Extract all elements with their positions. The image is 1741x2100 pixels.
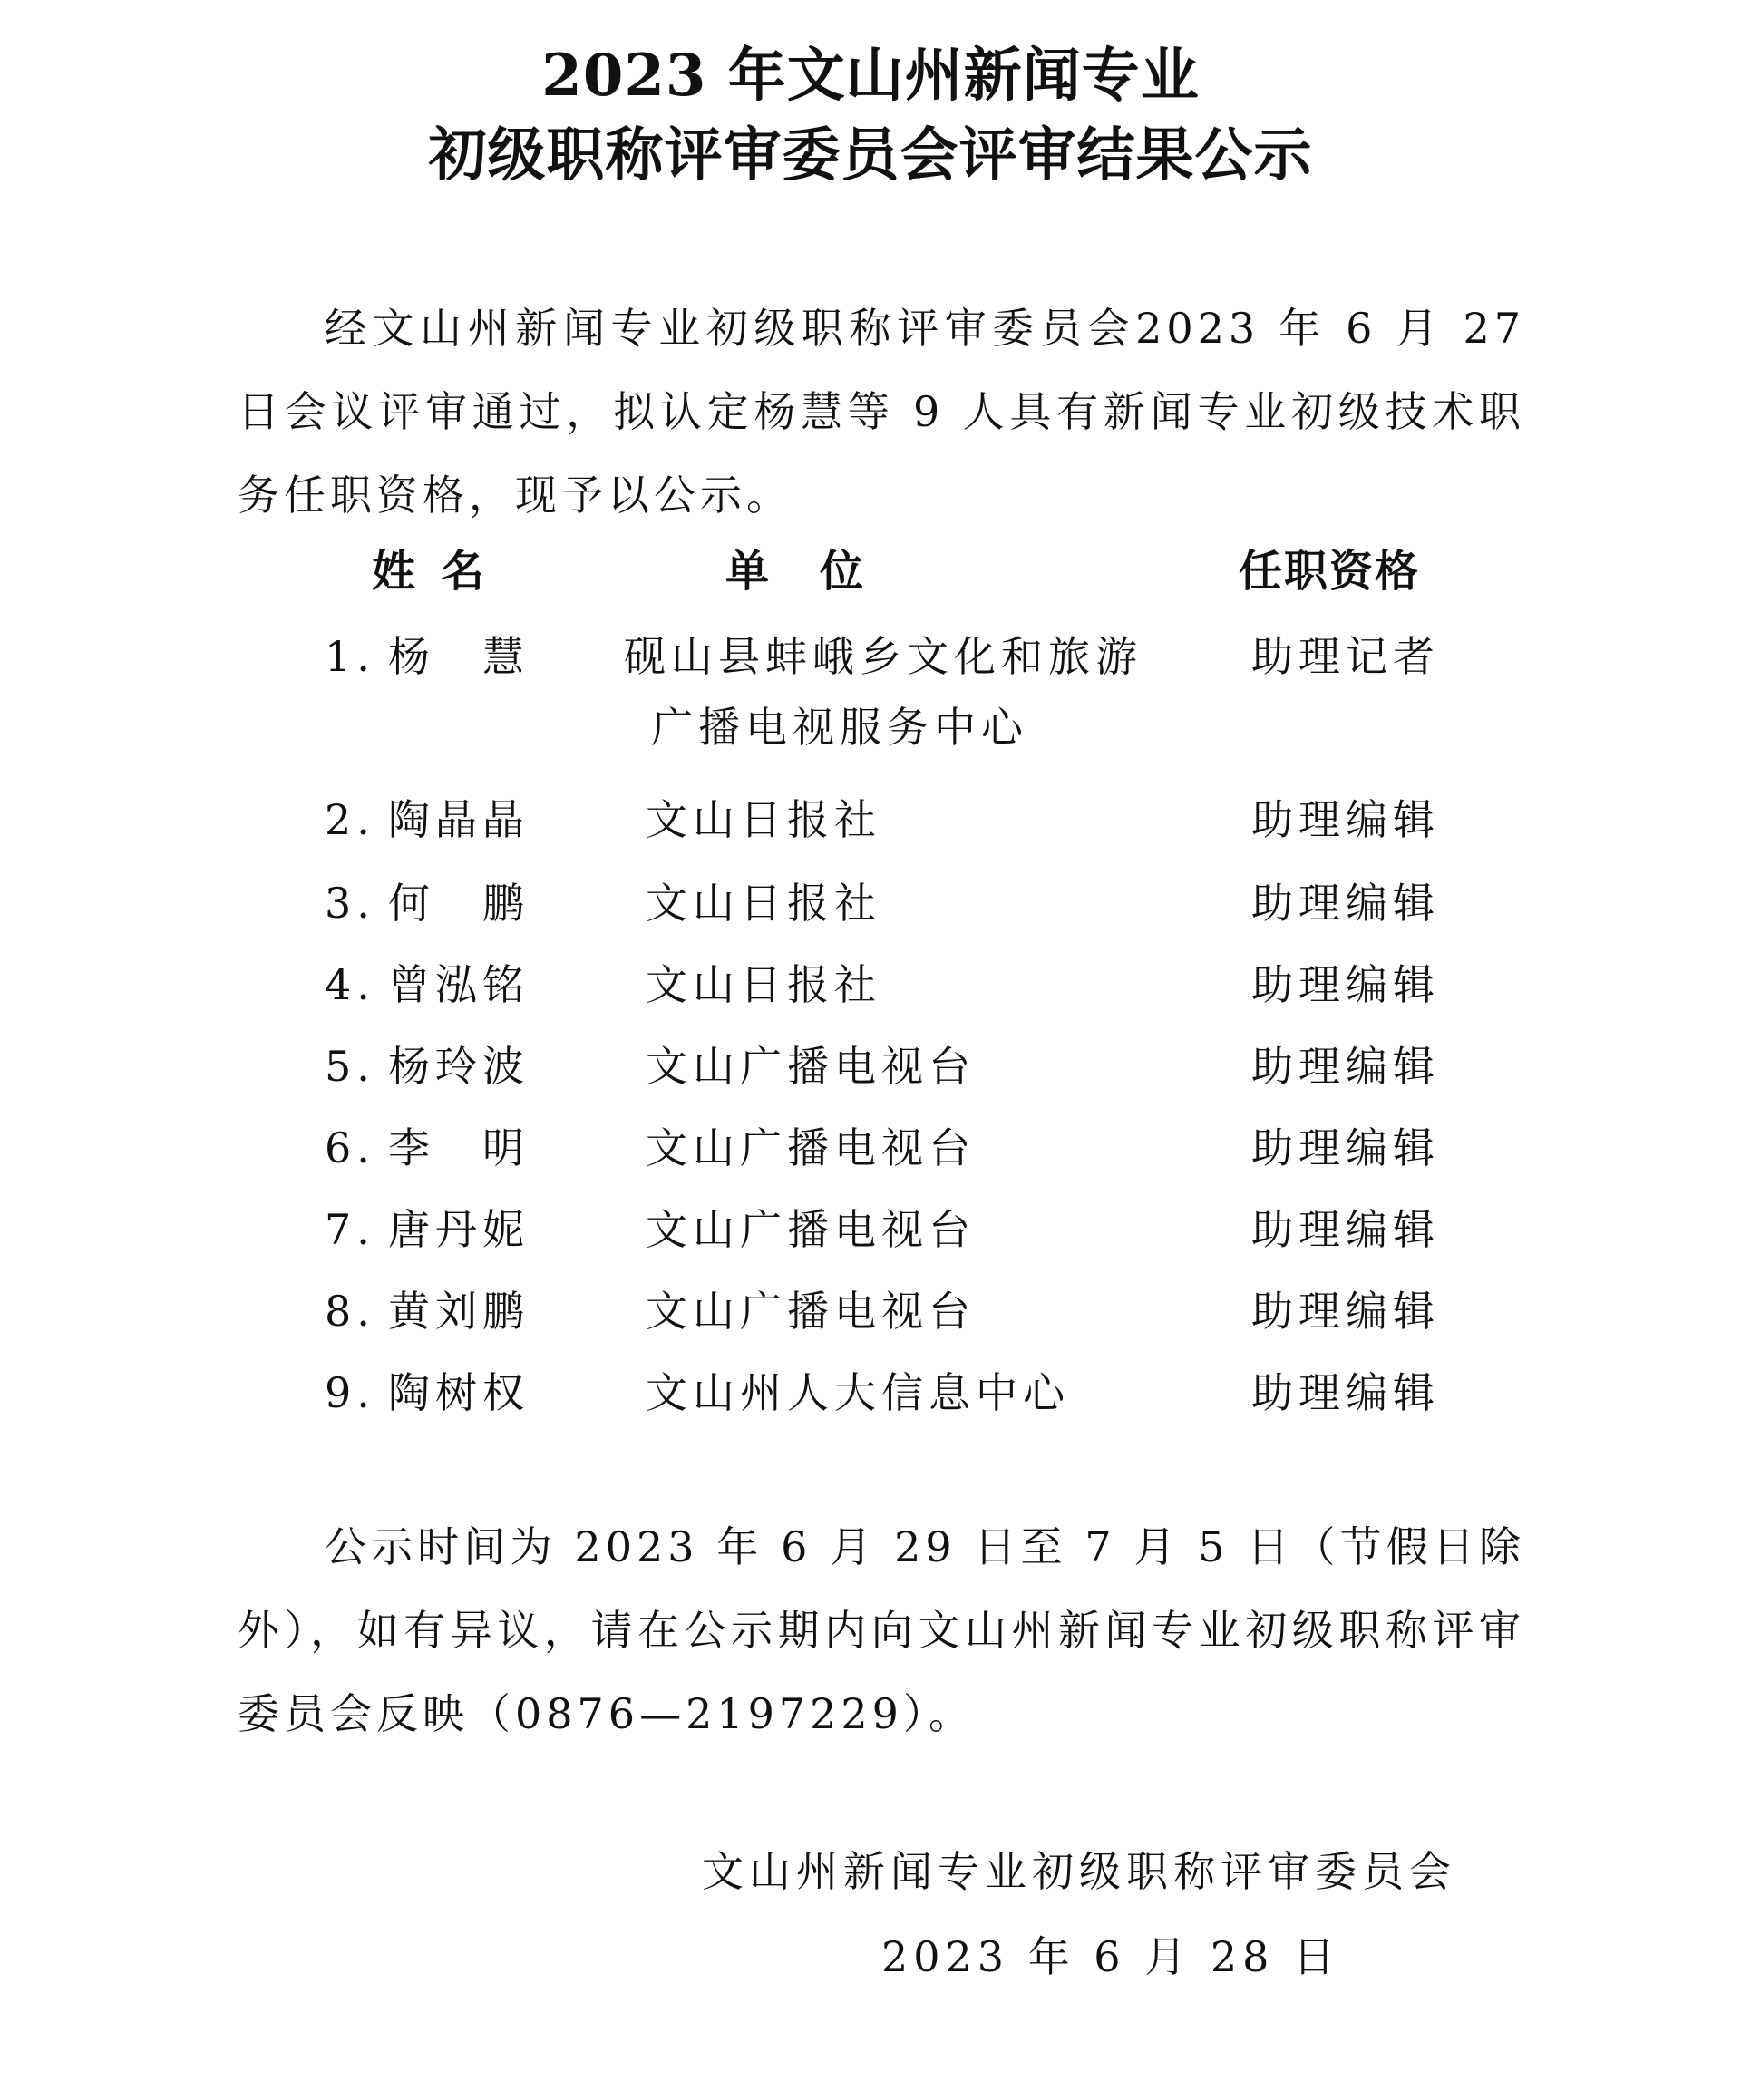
table-row (0, 874, 1741, 932)
row-qualification: 助理编辑 (1251, 960, 1440, 1009)
row-number: 4. (325, 960, 375, 1009)
table-row (0, 1364, 1741, 1422)
row-unit: 文山州人大信息中心 (646, 1368, 1070, 1417)
row-number: 8. (325, 1287, 375, 1336)
row-name: 陶树权 (388, 1368, 530, 1417)
row-qualification: 助理编辑 (1251, 1042, 1440, 1091)
table-row (0, 791, 1741, 849)
row-unit: 文山广播电视台 (646, 1287, 976, 1336)
row-qualification: 助理记者 (1251, 632, 1440, 681)
row-qualification: 助理编辑 (1251, 1123, 1440, 1172)
row-name: 何 鹏 (388, 879, 530, 928)
header-qualification: 任职资格 (1239, 546, 1421, 597)
row-number: 7. (325, 1205, 375, 1254)
table-row (0, 1119, 1741, 1177)
row-number: 3. (325, 879, 375, 928)
row-name: 曾泓铭 (388, 960, 530, 1009)
row-number: 5. (325, 1042, 375, 1091)
row-qualification: 助理编辑 (1251, 879, 1440, 928)
row-name: 陶晶晶 (388, 795, 530, 844)
row-unit: 文山日报社 (646, 879, 881, 928)
document-title-line-2: 初级职称评审委员会评审结果公示 (428, 122, 1313, 190)
row-unit: 砚山县蚌峨乡文化和旅游 (624, 632, 1143, 681)
row-qualification: 助理编辑 (1251, 1368, 1440, 1417)
row-name: 唐丹妮 (388, 1205, 530, 1254)
row-unit-continuation: 广播电视服务中心 (651, 703, 1028, 752)
row-name: 杨 慧 (388, 632, 530, 681)
header-unit: 单位 (725, 546, 915, 597)
intro-paragraph: 经文山州新闻专业初级职称评审委员会2023 年 6 月 27 日会议评审通过，拟认定杨慧等 9 人具有新闻专业初级技术职务任职资格，现予以公示。 (238, 304, 1525, 520)
row-name: 李 明 (388, 1123, 530, 1172)
document-title-line-1: 2023 年文山州新闻专业 (541, 42, 1200, 110)
row-number: 1. (325, 632, 375, 681)
notice-paragraph: 公示时间为 2023 年 6 月 29 日至 7 月 5 日（节假日除外），如有异议，请在公示期内向文山州新闻专业初级职称评审委员会反映（0876—2197229）。 (238, 1522, 1525, 1738)
signature-organization: 文山州新闻专业初级职称评审委员会 (702, 1847, 1456, 1896)
row-unit: 文山广播电视台 (646, 1123, 976, 1172)
row-number: 9. (325, 1368, 375, 1417)
table-row (0, 956, 1741, 1014)
row-name: 黄刘鹏 (388, 1287, 530, 1336)
row-name: 杨玲波 (388, 1042, 530, 1091)
table-row (0, 1037, 1741, 1095)
table-row (0, 1201, 1741, 1259)
row-number: 6. (325, 1123, 375, 1172)
header-name: 姓名 (372, 546, 511, 597)
row-qualification: 助理编辑 (1251, 795, 1440, 844)
row-qualification: 助理编辑 (1251, 1287, 1440, 1336)
row-unit: 文山广播电视台 (646, 1042, 976, 1091)
row-unit: 文山日报社 (646, 795, 881, 844)
row-qualification: 助理编辑 (1251, 1205, 1440, 1254)
table-row (0, 627, 1741, 685)
signature-date: 2023 年 6 月 28 日 (881, 1932, 1340, 1981)
row-unit: 文山日报社 (646, 960, 881, 1009)
row-number: 2. (325, 795, 375, 844)
table-row (0, 1282, 1741, 1340)
row-unit: 文山广播电视台 (646, 1205, 976, 1254)
